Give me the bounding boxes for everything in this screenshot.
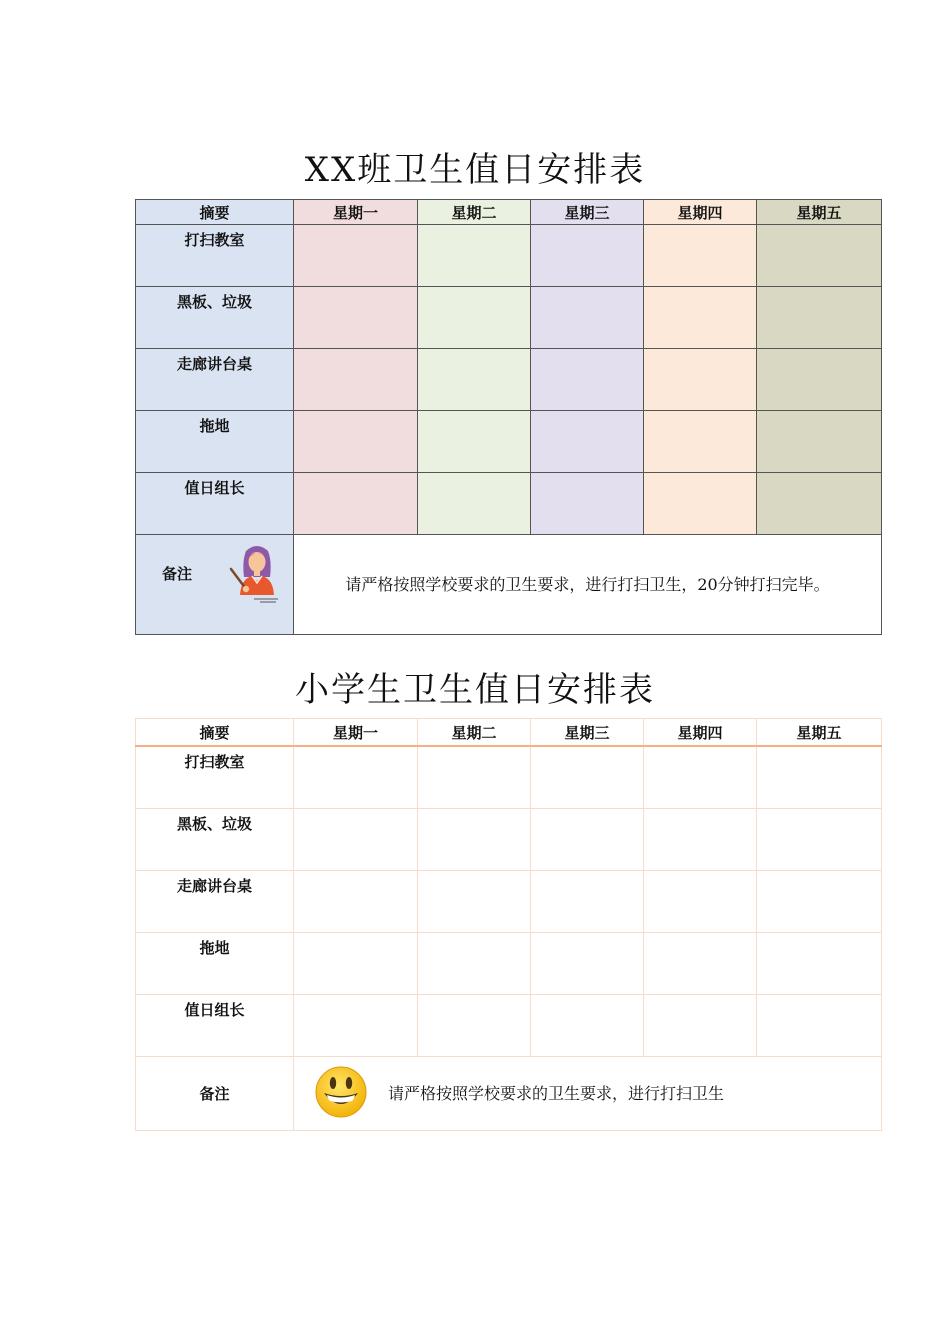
header-tuesday: 星期二 — [418, 200, 531, 225]
duty-cell[interactable] — [294, 995, 418, 1057]
note-row — [136, 535, 882, 635]
header-monday: 星期一 — [294, 200, 418, 225]
table-row — [136, 995, 882, 1057]
duty-cell[interactable] — [294, 349, 418, 411]
duty-cell[interactable] — [294, 871, 418, 933]
note-label: 备注 — [162, 565, 193, 583]
duty-cell[interactable] — [757, 225, 882, 287]
table-row — [136, 287, 882, 349]
duty-cell[interactable] — [418, 933, 531, 995]
duty-cell[interactable] — [757, 473, 882, 535]
row-label: 打扫教室 — [136, 746, 294, 809]
duty-cell[interactable] — [531, 411, 644, 473]
row-label: 走廊讲台桌 — [136, 871, 294, 933]
duty-cell[interactable] — [757, 349, 882, 411]
duty-schedule-table-1 — [135, 199, 882, 635]
duty-cell[interactable] — [757, 995, 882, 1057]
header-summary: 摘要 — [136, 200, 294, 225]
duty-cell[interactable] — [294, 809, 418, 871]
duty-cell[interactable] — [531, 225, 644, 287]
header-thursday: 星期四 — [644, 719, 757, 747]
row-label: 打扫教室 — [136, 225, 294, 287]
duty-cell[interactable] — [531, 746, 644, 809]
duty-cell[interactable] — [531, 349, 644, 411]
duty-cell[interactable] — [644, 933, 757, 995]
duty-cell[interactable] — [418, 995, 531, 1057]
row-label: 拖地 — [136, 411, 294, 473]
table-row — [136, 349, 882, 411]
note-row — [136, 1057, 882, 1131]
duty-cell[interactable] — [531, 871, 644, 933]
note-label-cell — [136, 535, 294, 635]
table2-header-row — [136, 719, 882, 747]
table-row — [136, 411, 882, 473]
duty-cell[interactable] — [418, 411, 531, 473]
duty-schedule-table-2 — [135, 718, 882, 1131]
row-label: 黑板、垃圾 — [136, 287, 294, 349]
duty-cell[interactable] — [531, 995, 644, 1057]
duty-cell[interactable] — [644, 349, 757, 411]
duty-cell[interactable] — [644, 287, 757, 349]
header-wednesday: 星期三 — [531, 719, 644, 747]
table2-title: 小学生卫生值日安排表 — [295, 670, 655, 710]
table1-title: XX班卫生值日安排表 — [304, 150, 646, 190]
duty-cell[interactable] — [531, 809, 644, 871]
duty-cell[interactable] — [294, 225, 418, 287]
note-content-cell — [294, 1057, 882, 1131]
duty-cell[interactable] — [644, 995, 757, 1057]
duty-cell[interactable] — [644, 871, 757, 933]
table-row — [136, 809, 882, 871]
note-label: 备注 — [136, 1057, 294, 1131]
duty-cell[interactable] — [644, 225, 757, 287]
duty-cell[interactable] — [644, 746, 757, 809]
duty-cell[interactable] — [418, 349, 531, 411]
smiley-face-icon — [314, 1065, 368, 1123]
duty-cell[interactable] — [418, 809, 531, 871]
table1-header-row — [136, 200, 882, 225]
duty-cell[interactable] — [418, 225, 531, 287]
duty-cell[interactable] — [757, 287, 882, 349]
duty-cell[interactable] — [757, 871, 882, 933]
row-label: 走廊讲台桌 — [136, 349, 294, 411]
table-row — [136, 473, 882, 535]
row-label: 拖地 — [136, 933, 294, 995]
note-text: 请严格按照学校要求的卫生要求，进行打扫卫生 — [388, 1083, 725, 1103]
row-label: 黑板、垃圾 — [136, 809, 294, 871]
header-thursday: 星期四 — [644, 200, 757, 225]
duty-cell[interactable] — [531, 473, 644, 535]
duty-cell[interactable] — [531, 933, 644, 995]
header-summary: 摘要 — [136, 719, 294, 747]
header-tuesday: 星期二 — [418, 719, 531, 747]
note-content-cell — [294, 535, 882, 635]
duty-cell[interactable] — [418, 746, 531, 809]
duty-cell[interactable] — [418, 287, 531, 349]
header-friday: 星期五 — [757, 200, 882, 225]
duty-cell[interactable] — [644, 809, 757, 871]
duty-cell[interactable] — [644, 473, 757, 535]
note-text: 请严格按照学校要求的卫生要求，进行打扫卫生，20分钟打扫完毕。 — [345, 574, 830, 594]
teacher-with-pointer-icon — [228, 543, 286, 609]
duty-cell[interactable] — [757, 933, 882, 995]
header-monday: 星期一 — [294, 719, 418, 747]
row-label: 值日组长 — [136, 473, 294, 535]
header-friday: 星期五 — [757, 719, 882, 747]
duty-cell[interactable] — [294, 473, 418, 535]
duty-cell[interactable] — [294, 411, 418, 473]
duty-cell[interactable] — [294, 287, 418, 349]
duty-cell[interactable] — [531, 287, 644, 349]
table-row — [136, 871, 882, 933]
duty-cell[interactable] — [757, 809, 882, 871]
row-label: 值日组长 — [136, 995, 294, 1057]
duty-cell[interactable] — [418, 473, 531, 535]
duty-cell[interactable] — [294, 933, 418, 995]
table-row — [136, 225, 882, 287]
duty-cell[interactable] — [757, 746, 882, 809]
duty-cell[interactable] — [757, 411, 882, 473]
duty-cell[interactable] — [294, 746, 418, 809]
duty-cell[interactable] — [418, 871, 531, 933]
duty-cell[interactable] — [644, 411, 757, 473]
header-wednesday: 星期三 — [531, 200, 644, 225]
table-row — [136, 746, 882, 809]
table-row — [136, 933, 882, 995]
